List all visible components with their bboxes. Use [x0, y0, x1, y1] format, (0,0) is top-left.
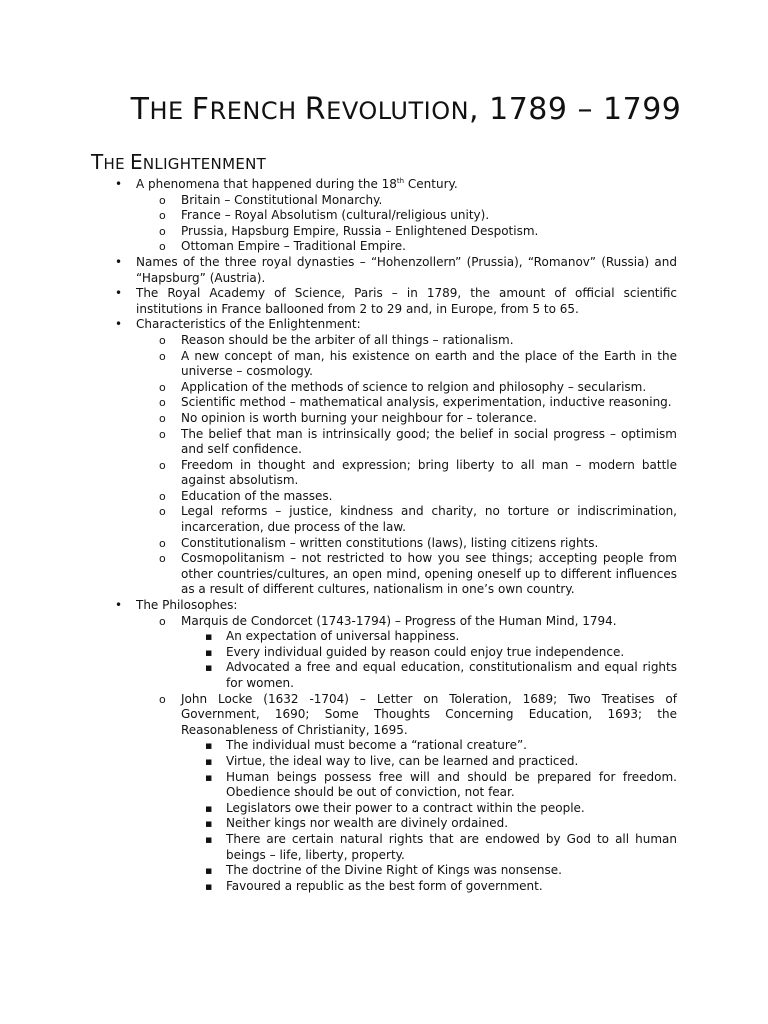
- square-bullet-item: ▪ The doctrine of the Divine Right of Kings was nonsense.: [181, 863, 677, 879]
- sub-bullet-item: o Scientific method – mathematical analysis, experimentation, inductive reasoning.: [136, 395, 677, 411]
- square-bullet-item: ▪ There are certain natural rights that are endowed by God to all human beings – life, liberty, property.: [181, 832, 677, 863]
- sub-bullet-list: [136, 333, 677, 598]
- sub-bullet-item: o France – Royal Absolutism (cultural/religious unity).: [136, 208, 677, 224]
- square-bullet-item: ▪ Legislators owe their power to a contract within the people.: [181, 801, 677, 817]
- square-bullet-item: ▪ Advocated a free and equal education, constitutionalism and equal rights for women.: [181, 660, 677, 691]
- sub-bullet-list: [136, 614, 677, 895]
- sub-bullet-item: o Prussia, Hapsburg Empire, Russia – Enlightened Despotism.: [136, 224, 677, 240]
- sub-sub-bullet-list: [181, 629, 677, 691]
- bullet-item: • Names of the three royal dynasties – “Hohenzollern” (Prussia), “Romanov” (Russia) and “Hapsburg” (Austria).: [0, 255, 677, 286]
- main-bullet-list: [0, 177, 768, 894]
- bullet-item: • Characteristics of the Enlightenment: o Reason should be the arbiter of all things – rationalism. o A new concept of man, his existence on earth and the place of the Earth in the universe – cosmology. o Application of the methods of science to relgion and philosophy – secularism. o Scientific method – mathematical analysis, experimentation, inductive reasoning. o No opinion is worth burning your neighbour for – tolerance. o The belief that man is intrinsically good; the belief in social progress – optimism and self confidence. o Freedom in thought and expression; bring liberty to all man – modern battle against absolutism. o Education of the masses. o Legal reforms – justice, kindness and charity, no torture or indiscrimination, incarceration, due process of the law. o Constitutionalism – written constitutions (laws), listing citizens rights. o Cosmopolitanism – not restricted to how you see things; accepting people from other countries/cultures, an open mind, opening oneself up to different influences as a result of different cultures, nationalism in one’s own country.: [0, 317, 677, 598]
- sub-bullet-item: o Marquis de Condorcet (1743-1794) – Progress of the Human Mind, 1794. ▪ An expectation of universal happiness. ▪ Every individual guided by reason could enjoy true independence. ▪ Advocated a free and equal education, constitutionalism and equal rights for women.: [136, 614, 677, 692]
- bullet-item: • The Philosophes: o Marquis de Condorcet (1743-1794) – Progress of the Human Mind, 1794. ▪ An expectation of universal happiness. ▪ Every individual guided by reason could enjoy true independence. ▪ Advocated a free and equal education, constitutionalism and equal rights for women. o John Locke (1632 -1704) – Letter on Toleration, 1689; Two Treatises of Government, 1690; Some Thoughts Concerning Education, 1693; the Reasonableness of Christianity, 1695. ▪ The individual must become a “rational creature”. ▪ Virtue, the ideal way to live, can be learned and practiced. ▪ Human beings possess free will and should be prepared for freedom. Obedience should be out of conviction, not fear. ▪ Legislators owe their power to a contract within the people. ▪ Neither kings nor wealth are divinely ordained. ▪ There are certain natural rights that are endowed by God to all human beings – life, liberty, property. ▪ The doctrine of the Divine Right of Kings was nonsense. ▪ Favoured a republic as the best form of government.: [0, 598, 677, 894]
- bullet-item: • A phenomena that happened during the 18th Century. o Britain – Constitutional Monarchy. o France – Royal Absolutism (cultural/religious unity). o Prussia, Hapsburg Empire, Russia – Enlightened Despotism. o Ottoman Empire – Traditional Empire.: [0, 177, 677, 255]
- sub-bullet-item: o John Locke (1632 -1704) – Letter on Toleration, 1689; Two Treatises of Government, 1690; Some Thoughts Concerning Education, 1693; the Reasonableness of Christianity, 1695. ▪ The individual must become a “rational creature”. ▪ Virtue, the ideal way to live, can be learned and practiced. ▪ Human beings possess free will and should be prepared for freedom. Obedience should be out of conviction, not fear. ▪ Legislators owe their power to a contract within the people. ▪ Neither kings nor wealth are divinely ordained. ▪ There are certain natural rights that are endowed by God to all human beings – life, liberty, property. ▪ The doctrine of the Divine Right of Kings was nonsense. ▪ Favoured a republic as the best form of government.: [136, 692, 677, 895]
- section-heading: THE ENLIGHTENMENT: [91, 150, 267, 174]
- document-body: [0, 177, 768, 894]
- sub-sub-bullet-list: [181, 738, 677, 894]
- sub-bullet-item: o Constitutionalism – written constitutions (laws), listing citizens rights.: [136, 536, 677, 552]
- square-bullet-item: ▪ Every individual guided by reason could enjoy true independence.: [181, 645, 677, 661]
- square-bullet-item: ▪ Neither kings nor wealth are divinely ordained.: [181, 816, 677, 832]
- document-title: THE FRENCH REVOLUTION, 1789 – 1799: [130, 92, 682, 127]
- bullet-item: • The Royal Academy of Science, Paris – in 1789, the amount of official scientific institutions in France ballooned from 2 to 29 and, in Europe, from 5 to 65.: [0, 286, 677, 317]
- sub-bullet-item: o Ottoman Empire – Traditional Empire.: [136, 239, 677, 255]
- square-bullet-item: ▪ The individual must become a “rational creature”.: [181, 738, 677, 754]
- sub-bullet-list: [136, 193, 677, 255]
- sub-bullet-item: o A new concept of man, his existence on earth and the place of the Earth in the universe – cosmology.: [136, 349, 677, 380]
- sub-bullet-item: o No opinion is worth burning your neighbour for – tolerance.: [136, 411, 677, 427]
- sub-bullet-item: o Cosmopolitanism – not restricted to how you see things; accepting people from other countries/cultures, an open mind, opening oneself up to different influences as a result of different cultures, nationalism in one’s own country.: [136, 551, 677, 598]
- sub-bullet-item: o Legal reforms – justice, kindness and charity, no torture or indiscrimination, incarceration, due process of the law.: [136, 504, 677, 535]
- sub-bullet-item: o Reason should be the arbiter of all things – rationalism.: [136, 333, 677, 349]
- sub-bullet-item: o Freedom in thought and expression; bring liberty to all man – modern battle against absolutism.: [136, 458, 677, 489]
- sub-bullet-item: o Britain – Constitutional Monarchy.: [136, 193, 677, 209]
- square-bullet-item: ▪ Favoured a republic as the best form of government.: [181, 879, 677, 895]
- square-bullet-item: ▪ Virtue, the ideal way to live, can be learned and practiced.: [181, 754, 677, 770]
- sub-bullet-item: o Education of the masses.: [136, 489, 677, 505]
- square-bullet-item: ▪ An expectation of universal happiness.: [181, 629, 677, 645]
- sub-bullet-item: o The belief that man is intrinsically good; the belief in social progress – optimism and self confidence.: [136, 427, 677, 458]
- sub-bullet-item: o Application of the methods of science to relgion and philosophy – secularism.: [136, 380, 677, 396]
- square-bullet-item: ▪ Human beings possess free will and should be prepared for freedom. Obedience should be out of conviction, not fear.: [181, 770, 677, 801]
